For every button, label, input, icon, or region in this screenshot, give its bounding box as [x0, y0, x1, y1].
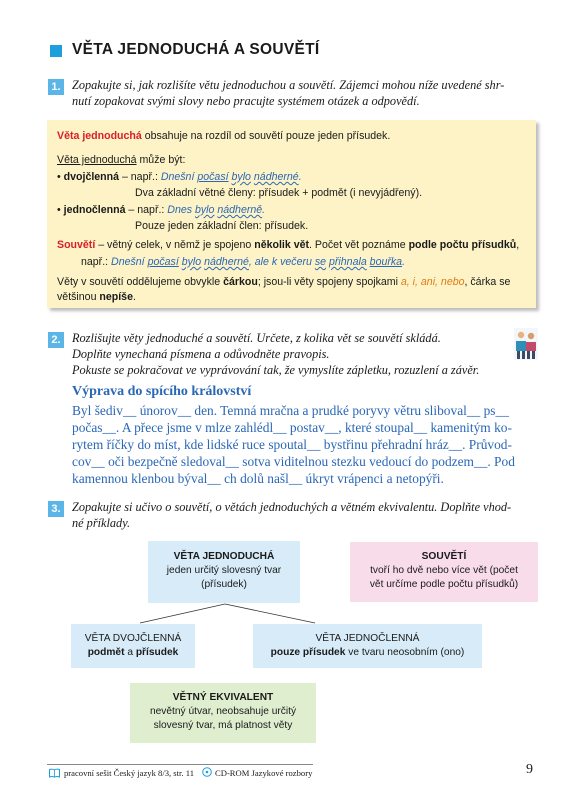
two-member-sentence-box	[71, 624, 195, 668]
one-member-sentence-box	[253, 624, 482, 668]
box-text: může být:	[136, 154, 186, 166]
box-desc: jeden určitý slovesný tvar	[166, 565, 282, 576]
footer-rule	[47, 764, 313, 765]
compound-sentence-box	[350, 542, 538, 602]
task-number-1: 1.	[48, 79, 64, 95]
ex-predicate: bylo	[194, 204, 215, 216]
box-desc: a	[124, 647, 136, 658]
box-title: VĚTNÝ EKVIVALENT	[172, 692, 274, 703]
ex-part: .	[262, 204, 266, 216]
bullet: •	[57, 171, 61, 183]
box-desc: ve tvaru neosobním (ono)	[345, 647, 465, 658]
task-number-2: 2.	[48, 332, 64, 348]
box-text: obsahuje na rozdíl od souvětí pouze jeden přísudek.	[141, 130, 391, 142]
box-text: např.:	[81, 256, 112, 268]
box-bold: podmět	[87, 647, 125, 658]
box-text: .	[132, 291, 136, 303]
ex-predicate: nádherné	[204, 256, 249, 268]
task-3-line: né příklady.	[72, 516, 131, 530]
ex-subject: počasí	[197, 171, 229, 183]
story-line: počas__. A přece jsme v mlze zahlédl__ postav__, které stoupal__ kamenitým ko-	[72, 420, 512, 435]
story-line: kamennou klenbou býval__ ch dolů našl__ úkryt vrápenci a netopýři.	[72, 471, 444, 486]
box-text: ; jsou-li věty spojeny spojkami	[257, 276, 401, 288]
ex-predicate: bylo	[181, 256, 202, 268]
box-text: , čárka se	[464, 276, 511, 288]
ex-part: , ale k večeru	[248, 256, 315, 268]
ex-predicate: nádherně	[217, 204, 263, 216]
footer-workbook-reference: pracovní sešit Český jazyk 8/3, str. 11	[64, 768, 195, 778]
box-text: . Počet vět poznáme	[309, 239, 409, 251]
ex-part: .	[298, 171, 302, 183]
box-text: – např.:	[119, 171, 161, 183]
box-bold: pouze přísudek	[270, 647, 346, 658]
page-heading: VĚTA JEDNODUCHÁ A SOUVĚTÍ	[72, 41, 320, 58]
ex-predicate: se	[314, 256, 327, 268]
sentence-equivalent-box	[130, 683, 316, 743]
ex-subject: počasí	[147, 256, 179, 268]
task-number-3: 3.	[48, 501, 64, 517]
story-title: Výprava do spícího království	[72, 384, 252, 399]
page-number: 9	[526, 762, 533, 777]
story-line: rytem říčky do míst, kde lidské ruce spoutal__ bystřinu přehradní hráz__. Průvod-	[72, 437, 512, 452]
box-bold: přísudek	[135, 647, 179, 658]
box-desc: slovesný tvar, má platnost věty	[153, 720, 293, 731]
workbook-icon	[49, 768, 60, 778]
box-text: – např.:	[125, 204, 168, 216]
box-bold: čárkou	[223, 276, 258, 288]
footer-cd-rom-reference: CD-ROM Jazykové rozbory	[215, 768, 313, 778]
story-line: Byl šediv__ únorov__ den. Temná mračna a prudké poryvy větru sliboval__ ps__	[72, 403, 509, 418]
bullet: •	[57, 204, 61, 216]
box-bold: podle počtu přísudků	[408, 239, 517, 251]
ex-part: Dnešní	[160, 171, 198, 183]
box-desc: tvoří ho dvě nebo více vět (počet	[370, 565, 518, 576]
simple-sentence-box	[148, 541, 300, 603]
box-bold: několik vět	[254, 239, 310, 251]
task-1-line: nutí zopakovat svými slovy nebo pracujte systémem otázek a odpovědí.	[72, 94, 420, 108]
box-title: VĚTA JEDNOČLENNÁ	[315, 633, 420, 644]
story-line: cov__ oči bezpečně sledoval__ sotva viditelnou stezku vedoucí do podzem__. Pod	[72, 454, 515, 469]
ex-predicate: bylo	[231, 171, 251, 183]
ex-predicate: přihnala	[329, 256, 367, 268]
term-compound-sentence: Souvětí	[57, 239, 96, 251]
task-2-line: Rozlišujte věty jednoduché a souvětí. Určete, z kolika vět se souvětí skládá.	[72, 331, 441, 345]
kind-one-member: jednočlenná	[63, 204, 126, 216]
ex-subject: bouřka	[369, 256, 403, 268]
task-2-line: Pokuste se pokračovat ve vyprávování tak, že vymyslíte zápletku, rozuzlení a závěr.	[72, 363, 480, 377]
box-line-4: Dva základní větné členy: přísudek + podmět (i nevyjádřený).	[135, 187, 423, 199]
conjunctions-example: a, i, ani, nebo	[400, 276, 465, 288]
box-bold: nepíše	[99, 291, 133, 303]
box-text: – větný celek, v němž je spojeno	[95, 239, 255, 251]
box-desc: vět určíme podle počtu přísudků)	[369, 579, 519, 590]
term-simple-sentence: Věta jednoduchá	[57, 130, 142, 142]
ex-predicate: nádherné	[253, 171, 299, 183]
box-desc: (přísudek)	[201, 579, 247, 590]
task-1-line: Zopakujte si, jak rozlišíte větu jednoduchou a souvětí. Zájemci mohou níže uvedené shr-	[72, 78, 505, 92]
ex-part: .	[402, 256, 406, 268]
box-text: Věty v souvětí oddělujeme obvykle	[57, 276, 224, 288]
ex-part: Dnes	[167, 204, 195, 216]
kind-two-member: dvojčlenná	[63, 171, 120, 183]
box-desc: nevětný útvar, neobsahuje určitý	[149, 706, 297, 717]
term-simple-sentence-underlined: Věta jednoduchá	[57, 154, 137, 166]
task-3-line: Zopakujte si učivo o souvětí, o větách jednoduchých a větném ekvivalentu. Doplňte vhod-	[72, 500, 512, 514]
task-2-line: Doplňte vynechaná písmena a odůvodněte pravopis.	[72, 347, 330, 361]
box-title: VĚTA DVOJČLENNÁ	[84, 633, 182, 644]
ex-part: Dnešní	[111, 256, 148, 268]
cd-rom-icon	[202, 767, 212, 777]
box-text: ,	[516, 239, 520, 251]
box-title: VĚTA JEDNODUCHÁ	[173, 551, 275, 562]
box-text: většinou	[57, 291, 100, 303]
box-line-6: Pouze jeden základní člen: přísudek.	[135, 220, 309, 232]
box-title: SOUVĚTÍ	[421, 551, 467, 562]
